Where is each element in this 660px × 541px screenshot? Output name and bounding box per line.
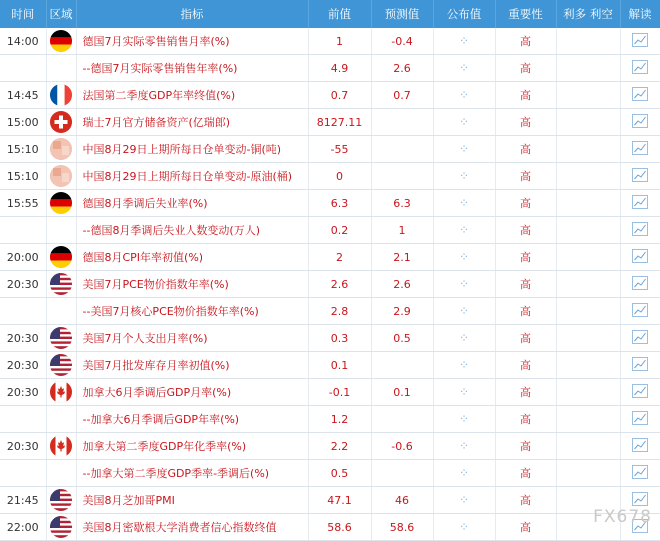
col-header-indicator: 指标: [76, 0, 308, 28]
row-importance: 高: [495, 136, 556, 163]
row-effect: [556, 298, 620, 325]
row-indicator: 中国8月29日上期所每日仓单变动-铜(吨): [76, 136, 308, 163]
row-time: [0, 217, 46, 244]
germany-flag-icon: [50, 30, 72, 52]
row-indicator: 瑞士7月官方储备资产(亿瑞郎): [76, 109, 308, 136]
pending-spinner-icon: ⁘: [458, 493, 470, 507]
row-indicator: 德国7月实际零售销售月率(%): [76, 28, 308, 55]
germany-flag-icon: [50, 246, 72, 268]
row-published: [433, 433, 495, 460]
row-importance: 高: [495, 109, 556, 136]
row-importance: 高: [495, 298, 556, 325]
row-time: 20:30: [0, 433, 46, 460]
pending-spinner-icon: ⁘: [458, 439, 470, 453]
row-time: 15:00: [0, 109, 46, 136]
table-row[interactable]: [0, 136, 660, 163]
row-time: 21:45: [0, 487, 46, 514]
table-row[interactable]: [0, 271, 660, 298]
row-effect: [556, 136, 620, 163]
table-row[interactable]: [0, 190, 660, 217]
row-region: [46, 244, 76, 271]
pending-spinner-icon: ⁘: [458, 142, 470, 156]
pending-spinner-icon: ⁘: [458, 115, 470, 129]
row-importance: 高: [495, 379, 556, 406]
table-row[interactable]: [0, 298, 660, 325]
china-flag-icon: [50, 165, 72, 187]
row-published: [433, 136, 495, 163]
row-effect: [556, 217, 620, 244]
row-indicator: 美国7月PCE物价指数年率(%): [76, 271, 308, 298]
row-indicator: --德国8月季调后失业人数变动(万人): [76, 217, 308, 244]
row-effect: [556, 460, 620, 487]
row-indicator: 中国8月29日上期所每日仓单变动-原油(桶): [76, 163, 308, 190]
table-row[interactable]: [0, 487, 660, 514]
row-region: [46, 109, 76, 136]
row-forecast: 6.3: [371, 190, 433, 217]
row-indicator: --加拿大第二季度GDP季率-季调后(%): [76, 460, 308, 487]
table-row[interactable]: [0, 82, 660, 109]
row-region: [46, 379, 76, 406]
row-previous: 47.1: [308, 487, 371, 514]
row-published: [433, 28, 495, 55]
pending-spinner-icon: ⁘: [458, 466, 470, 480]
row-indicator: 加拿大第二季度GDP年化季率(%): [76, 433, 308, 460]
analysis-chart-icon[interactable]: [632, 276, 648, 293]
row-importance: 高: [495, 433, 556, 460]
row-previous: 0: [308, 163, 371, 190]
row-effect: [556, 325, 620, 352]
row-importance: 高: [495, 55, 556, 82]
row-region: [46, 352, 76, 379]
table-row[interactable]: [0, 217, 660, 244]
row-time: 22:00: [0, 514, 46, 541]
row-time: 20:30: [0, 325, 46, 352]
row-analysis[interactable]: [620, 190, 660, 217]
row-forecast: 2.9: [371, 298, 433, 325]
table-header-row: [0, 0, 660, 28]
row-region: [46, 460, 76, 487]
col-header-published: 公布值: [433, 0, 495, 28]
row-analysis[interactable]: [620, 433, 660, 460]
row-published: [433, 298, 495, 325]
row-forecast: [371, 163, 433, 190]
row-region: [46, 298, 76, 325]
row-previous: 2: [308, 244, 371, 271]
row-analysis[interactable]: [620, 28, 660, 55]
row-importance: 高: [495, 271, 556, 298]
row-region: [46, 514, 76, 541]
row-region: [46, 82, 76, 109]
row-published: [433, 82, 495, 109]
row-indicator: 德国8月季调后失业率(%): [76, 190, 308, 217]
row-forecast: 2.6: [371, 271, 433, 298]
row-analysis[interactable]: [620, 109, 660, 136]
table-row[interactable]: [0, 514, 660, 541]
pending-spinner-icon: ⁘: [458, 223, 470, 237]
row-indicator: 德国8月CPI年率初值(%): [76, 244, 308, 271]
pending-spinner-icon: ⁘: [458, 34, 470, 48]
row-region: [46, 433, 76, 460]
row-analysis[interactable]: [620, 244, 660, 271]
pending-spinner-icon: ⁘: [458, 412, 470, 426]
row-importance: 高: [495, 190, 556, 217]
row-published: [433, 109, 495, 136]
row-previous: 6.3: [308, 190, 371, 217]
row-time: [0, 406, 46, 433]
pending-spinner-icon: ⁘: [458, 88, 470, 102]
col-header-time: 时间: [0, 0, 46, 28]
row-forecast: 58.6: [371, 514, 433, 541]
analysis-chart-icon[interactable]: [632, 60, 648, 77]
row-analysis[interactable]: [620, 271, 660, 298]
analysis-chart-icon[interactable]: [632, 114, 648, 131]
row-time: 20:30: [0, 271, 46, 298]
row-analysis[interactable]: [620, 352, 660, 379]
row-forecast: [371, 109, 433, 136]
row-indicator: --美国7月核心PCE物价指数年率(%): [76, 298, 308, 325]
row-importance: 高: [495, 487, 556, 514]
pending-spinner-icon: ⁘: [458, 196, 470, 210]
row-analysis[interactable]: [620, 460, 660, 487]
pending-spinner-icon: ⁘: [458, 250, 470, 264]
pending-spinner-icon: ⁘: [458, 169, 470, 183]
row-analysis[interactable]: [620, 298, 660, 325]
row-region: [46, 28, 76, 55]
row-analysis[interactable]: [620, 163, 660, 190]
row-region: [46, 55, 76, 82]
row-effect: [556, 55, 620, 82]
row-importance: 高: [495, 514, 556, 541]
row-importance: 高: [495, 325, 556, 352]
row-published: [433, 163, 495, 190]
row-previous: 8127.11: [308, 109, 371, 136]
row-effect: [556, 271, 620, 298]
switzerland-flag-icon: [50, 111, 72, 133]
pending-spinner-icon: ⁘: [458, 331, 470, 345]
pending-spinner-icon: ⁘: [458, 304, 470, 318]
pending-spinner-icon: ⁘: [458, 358, 470, 372]
analysis-chart-icon[interactable]: [632, 411, 648, 428]
row-forecast: 2.1: [371, 244, 433, 271]
row-time: 14:45: [0, 82, 46, 109]
row-importance: 高: [495, 217, 556, 244]
row-published: [433, 190, 495, 217]
analysis-chart-icon[interactable]: [632, 249, 648, 266]
table-row[interactable]: [0, 352, 660, 379]
row-previous: -55: [308, 136, 371, 163]
row-forecast: 1: [371, 217, 433, 244]
analysis-chart-icon[interactable]: [632, 492, 648, 509]
row-published: [433, 352, 495, 379]
row-time: 20:30: [0, 379, 46, 406]
row-indicator: --德国7月实际零售销售年率(%): [76, 55, 308, 82]
row-previous: 1: [308, 28, 371, 55]
row-indicator: 加拿大6月季调后GDP月率(%): [76, 379, 308, 406]
table-row[interactable]: [0, 55, 660, 82]
analysis-chart-icon[interactable]: [632, 33, 648, 50]
col-header-previous: 前值: [308, 0, 371, 28]
row-time: [0, 298, 46, 325]
table-row[interactable]: [0, 379, 660, 406]
analysis-chart-icon[interactable]: [632, 195, 648, 212]
usa-flag-icon: [50, 327, 72, 349]
row-region: [46, 217, 76, 244]
row-published: [433, 217, 495, 244]
row-importance: 高: [495, 352, 556, 379]
row-importance: 高: [495, 28, 556, 55]
pending-spinner-icon: ⁘: [458, 520, 470, 534]
row-forecast: 0.1: [371, 379, 433, 406]
row-previous: 58.6: [308, 514, 371, 541]
row-analysis[interactable]: [620, 136, 660, 163]
row-time: 20:30: [0, 352, 46, 379]
row-time: [0, 55, 46, 82]
row-published: [433, 244, 495, 271]
row-previous: 1.2: [308, 406, 371, 433]
analysis-chart-icon[interactable]: [632, 141, 648, 158]
row-effect: [556, 28, 620, 55]
row-region: [46, 325, 76, 352]
germany-flag-icon: [50, 192, 72, 214]
row-published: [433, 325, 495, 352]
analysis-chart-icon[interactable]: [632, 438, 648, 455]
row-region: [46, 487, 76, 514]
row-importance: 高: [495, 460, 556, 487]
pending-spinner-icon: ⁘: [458, 277, 470, 291]
row-previous: 4.9: [308, 55, 371, 82]
row-published: [433, 271, 495, 298]
row-forecast: -0.6: [371, 433, 433, 460]
row-forecast: 46: [371, 487, 433, 514]
row-time: [0, 460, 46, 487]
china-flag-icon: [50, 138, 72, 160]
usa-flag-icon: [50, 489, 72, 511]
row-forecast: 0.5: [371, 325, 433, 352]
row-time: 20:00: [0, 244, 46, 271]
row-effect: [556, 190, 620, 217]
table-body: [0, 28, 660, 541]
row-forecast: -0.4: [371, 28, 433, 55]
row-published: [433, 514, 495, 541]
row-previous: 0.7: [308, 82, 371, 109]
table-row[interactable]: [0, 433, 660, 460]
table-row[interactable]: [0, 109, 660, 136]
pending-spinner-icon: ⁘: [458, 61, 470, 75]
row-published: [433, 406, 495, 433]
row-effect: [556, 163, 620, 190]
table-row[interactable]: [0, 460, 660, 487]
row-importance: 高: [495, 244, 556, 271]
row-previous: 2.8: [308, 298, 371, 325]
row-indicator: 美国7月个人支出月率(%): [76, 325, 308, 352]
analysis-chart-icon[interactable]: [632, 87, 648, 104]
row-forecast: 0.7: [371, 82, 433, 109]
pending-spinner-icon: ⁘: [458, 385, 470, 399]
analysis-chart-icon[interactable]: [632, 330, 648, 347]
row-region: [46, 163, 76, 190]
table-row[interactable]: [0, 28, 660, 55]
row-forecast: 2.6: [371, 55, 433, 82]
analysis-chart-icon[interactable]: [632, 168, 648, 185]
row-analysis[interactable]: [620, 55, 660, 82]
row-published: [433, 487, 495, 514]
col-header-forecast: 预测值: [371, 0, 433, 28]
analysis-chart-icon[interactable]: [632, 303, 648, 320]
row-time: 15:10: [0, 136, 46, 163]
row-previous: 2.2: [308, 433, 371, 460]
row-effect: [556, 82, 620, 109]
table-row[interactable]: [0, 406, 660, 433]
row-indicator: 美国8月芝加哥PMI: [76, 487, 308, 514]
row-region: [46, 406, 76, 433]
row-time: 14:00: [0, 28, 46, 55]
row-effect: [556, 379, 620, 406]
row-region: [46, 190, 76, 217]
row-published: [433, 55, 495, 82]
row-importance: 高: [495, 163, 556, 190]
row-indicator: --加拿大6月季调后GDP年率(%): [76, 406, 308, 433]
row-time: 15:10: [0, 163, 46, 190]
analysis-chart-icon[interactable]: [632, 357, 648, 374]
row-previous: 0.3: [308, 325, 371, 352]
table-row[interactable]: [0, 163, 660, 190]
row-effect: [556, 352, 620, 379]
col-header-effect: 利多 利空: [556, 0, 620, 28]
row-region: [46, 136, 76, 163]
row-published: [433, 460, 495, 487]
row-analysis[interactable]: [620, 379, 660, 406]
usa-flag-icon: [50, 273, 72, 295]
row-analysis[interactable]: [620, 217, 660, 244]
col-header-importance: 重要性: [495, 0, 556, 28]
row-previous: 0.1: [308, 352, 371, 379]
col-header-region: 区域: [46, 0, 76, 28]
usa-flag-icon: [50, 354, 72, 376]
row-forecast: [371, 136, 433, 163]
row-previous: 0.5: [308, 460, 371, 487]
row-published: [433, 379, 495, 406]
row-time: 15:55: [0, 190, 46, 217]
row-effect: [556, 244, 620, 271]
row-effect: [556, 433, 620, 460]
table-row[interactable]: [0, 244, 660, 271]
canada-flag-icon: [50, 381, 72, 403]
row-previous: -0.1: [308, 379, 371, 406]
row-forecast: [371, 352, 433, 379]
row-forecast: [371, 406, 433, 433]
row-previous: 0.2: [308, 217, 371, 244]
watermark-logo: FX678: [593, 507, 652, 527]
row-forecast: [371, 460, 433, 487]
table-row[interactable]: [0, 325, 660, 352]
row-effect: [556, 406, 620, 433]
row-analysis[interactable]: [620, 325, 660, 352]
analysis-chart-icon[interactable]: [632, 384, 648, 401]
canada-flag-icon: [50, 435, 72, 457]
row-importance: 高: [495, 82, 556, 109]
row-effect: [556, 109, 620, 136]
row-previous: 2.6: [308, 271, 371, 298]
col-header-analysis: 解读: [620, 0, 660, 28]
analysis-chart-icon[interactable]: [632, 222, 648, 239]
row-analysis[interactable]: [620, 406, 660, 433]
row-indicator: 美国8月密歇根大学消费者信心指数终值: [76, 514, 308, 541]
row-region: [46, 271, 76, 298]
france-flag-icon: [50, 84, 72, 106]
row-analysis[interactable]: [620, 82, 660, 109]
row-importance: 高: [495, 406, 556, 433]
row-indicator: 美国7月批发库存月率初值(%): [76, 352, 308, 379]
analysis-chart-icon[interactable]: [632, 465, 648, 482]
row-indicator: 法国第二季度GDP年率终值(%): [76, 82, 308, 109]
